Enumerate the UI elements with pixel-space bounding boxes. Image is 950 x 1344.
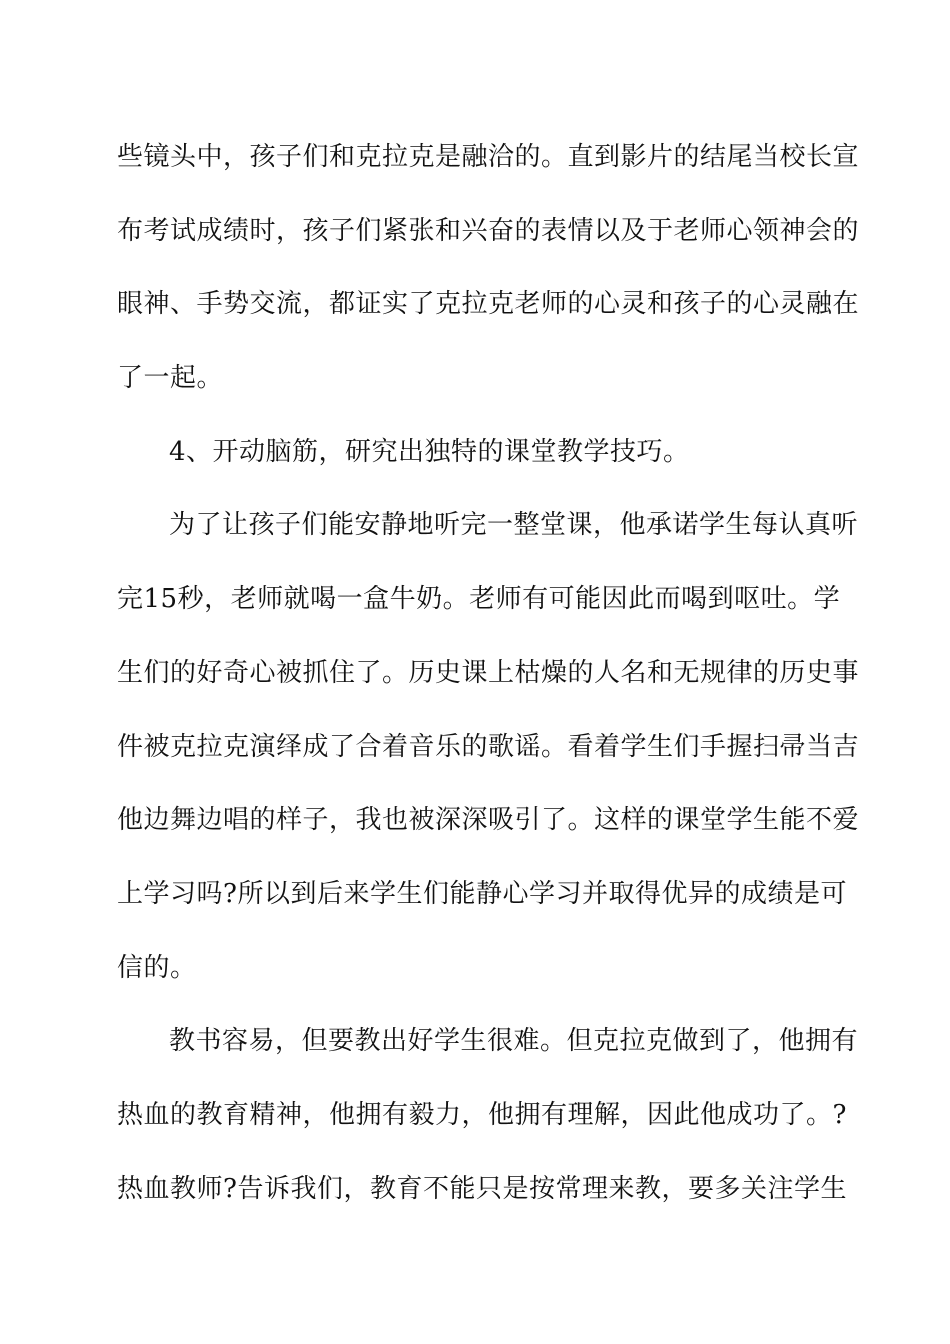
section-heading: 4、开动脑筋，研究出独特的课堂教学技巧。	[169, 436, 690, 467]
text-line: 教书容易，但要教出好学生很难。但克拉克做到了，他拥有	[169, 1026, 859, 1057]
text-line: 眼神、手势交流，都证实了克拉克老师的心灵和孩子的心灵融在	[117, 289, 860, 320]
text-line: 了一起。	[117, 363, 224, 394]
text-line: 为了让孩子们能安静地听完一整堂课，他承诺学生每认真听	[169, 510, 859, 541]
text-line: 上学习吗?所以到后来学生们能静心学习并取得优异的成绩是可	[117, 878, 847, 909]
text-line: 信的。	[117, 952, 197, 983]
text-line: 些镜头中，孩子们和克拉克是融洽的。直到影片的结尾当校长宣	[117, 142, 860, 172]
text-line: 完15秒，老师就喝一盒牛奶。老师有可能因此而喝到呕吐。学	[117, 584, 841, 615]
body-text	[117, 135, 860, 1240]
text-line: 布考试成绩时，孩子们紧张和兴奋的表情以及于老师心领神会的	[117, 215, 860, 246]
text-line: 热血的教育精神，他拥有毅力，他拥有理解，因此他成功了。?	[117, 1099, 847, 1130]
text-line: 件被克拉克演绎成了合着音乐的歌谣。看着学生们手握扫帚当吉	[117, 731, 860, 762]
text-line: 生们的好奇心被抓住了。历史课上枯燥的人名和无规律的历史事	[117, 657, 860, 688]
text-line: 热血教师?告诉我们，教育不能只是按常理来教，要多关注学生	[117, 1173, 847, 1204]
text-line: 他边舞边唱的样子，我也被深深吸引了。这样的课堂学生能不爱	[117, 805, 860, 836]
